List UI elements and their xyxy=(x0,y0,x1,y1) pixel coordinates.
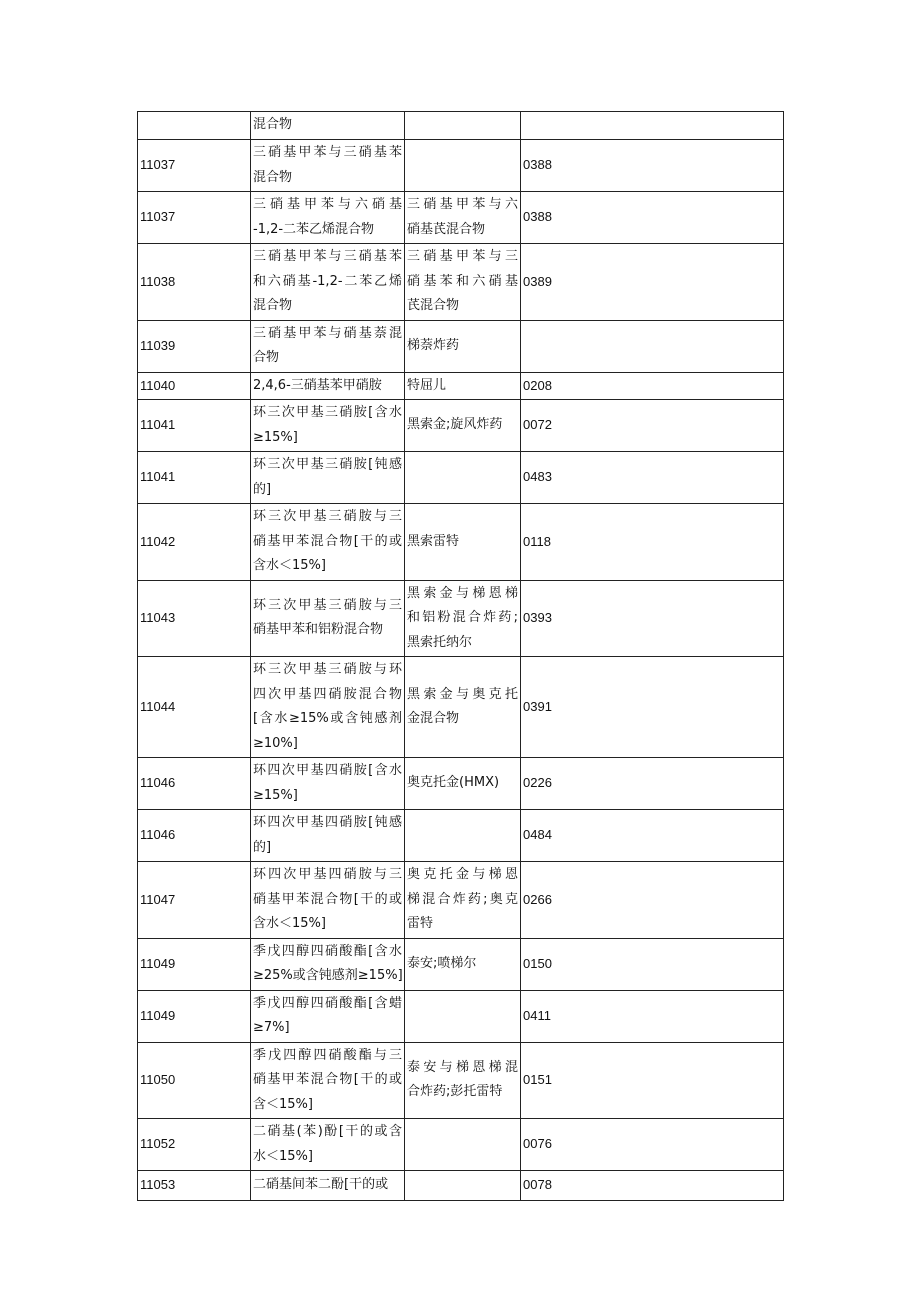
name-line: 三硝基甲苯与三硝基苯 xyxy=(253,249,402,264)
name-line: 环三次甲基三硝胺与三 xyxy=(253,597,402,613)
name-line: 含水＜15%] xyxy=(253,558,326,573)
code-cell: 0208 xyxy=(521,372,784,400)
alias-cell xyxy=(405,452,521,504)
alias-cell xyxy=(405,400,521,452)
alias-line: 和铝粉混合炸药; xyxy=(407,610,518,625)
name-line: 四次甲基四硝胺混合物 xyxy=(253,686,402,702)
un-number-cell: 11053 xyxy=(138,1171,251,1201)
alias-line: 梯萘炸药 xyxy=(407,337,460,353)
alias-line: 硝基苯和六硝基 xyxy=(407,273,518,289)
chemical-name-cell xyxy=(251,372,405,400)
code-cell: 0484 xyxy=(521,810,784,862)
alias-cell xyxy=(405,580,521,657)
alias-line: 泰安与梯恩梯混 xyxy=(407,1059,518,1075)
alias-line: 奥克托金(HMX) xyxy=(407,775,500,791)
un-number-cell: 11050 xyxy=(138,1042,251,1119)
alias-cell xyxy=(405,320,521,372)
name-line: 环四次甲基四硝胺[钝感 xyxy=(253,815,402,830)
name-line: [含水≥15%或含钝感剂 xyxy=(253,711,402,726)
un-number-cell: 11044 xyxy=(138,657,251,758)
name-line: 硝基甲苯和铝粉混合物 xyxy=(253,622,384,638)
alias-line: 雷特 xyxy=(407,916,434,931)
chemical-name-cell xyxy=(251,580,405,657)
name-line: 二硝基间苯二酚[干的或 xyxy=(253,1177,389,1193)
alias-line: 奥克托金与梯恩 xyxy=(407,867,518,882)
code-cell: 0226 xyxy=(521,758,784,810)
un-number-cell: 11041 xyxy=(138,452,251,504)
code-cell: 0391 xyxy=(521,657,784,758)
code-cell: 0389 xyxy=(521,244,784,321)
name-line: 环三次甲基三硝胺与三 xyxy=(253,509,402,524)
name-line: 的] xyxy=(253,481,272,497)
table-row xyxy=(138,452,784,504)
table-row xyxy=(138,400,784,452)
name-line: 三硝基甲苯与六硝基 xyxy=(253,197,402,212)
alias-line: 硝基芪混合物 xyxy=(407,221,486,237)
un-number-cell: 11042 xyxy=(138,504,251,581)
alias-line: 黑索金;旋风炸药 xyxy=(407,417,503,433)
name-line: 三硝基甲苯与硝基萘混 xyxy=(253,325,402,341)
name-line: 合物 xyxy=(253,350,280,365)
un-number-cell: 11052 xyxy=(138,1119,251,1171)
name-line: 混合物 xyxy=(253,117,293,133)
name-line: 2,4,6-三硝基苯甲硝胺 xyxy=(253,377,382,393)
chemical-name-cell xyxy=(251,112,405,140)
chemical-name-cell xyxy=(251,1119,405,1171)
table-body xyxy=(138,112,784,1201)
code-cell: 0411 xyxy=(521,990,784,1042)
alias-cell xyxy=(405,990,521,1042)
un-number-cell: 11039 xyxy=(138,320,251,372)
alias-cell xyxy=(405,657,521,758)
chemical-name-cell xyxy=(251,810,405,862)
un-number-cell: 11043 xyxy=(138,580,251,657)
alias-line: 泰安;喷梯尔 xyxy=(407,955,477,971)
alias-cell xyxy=(405,372,521,400)
chemical-name-cell xyxy=(251,938,405,990)
name-line: 环三次甲基三硝胺[含水 xyxy=(253,405,402,420)
name-line: -1,2-二苯乙烯混合物 xyxy=(253,221,375,237)
chemical-name-cell xyxy=(251,657,405,758)
name-line: 硝基甲苯混合物[干的或 xyxy=(253,891,402,907)
name-line: 的] xyxy=(253,839,272,855)
alias-line: 黑索托纳尔 xyxy=(407,634,473,650)
code-cell: 0151 xyxy=(521,1042,784,1119)
code-cell: 0388 xyxy=(521,140,784,192)
name-line: 混合物 xyxy=(253,169,293,185)
chemical-name-cell xyxy=(251,1042,405,1119)
un-number-cell: 11040 xyxy=(138,372,251,400)
name-line: ≥10%] xyxy=(253,735,298,751)
name-line: ≥15%] xyxy=(253,429,298,445)
table-row xyxy=(138,140,784,192)
table-row xyxy=(138,192,784,244)
chemical-name-cell xyxy=(251,504,405,581)
table-row xyxy=(138,320,784,372)
un-number-cell: 11046 xyxy=(138,810,251,862)
alias-cell xyxy=(405,244,521,321)
table-row xyxy=(138,372,784,400)
un-number-cell: 11047 xyxy=(138,862,251,939)
chemical-name-cell xyxy=(251,140,405,192)
code-cell: 0388 xyxy=(521,192,784,244)
alias-cell xyxy=(405,112,521,140)
code-cell: 0150 xyxy=(521,938,784,990)
un-number-cell: 11037 xyxy=(138,140,251,192)
table-row xyxy=(138,580,784,657)
chemical-name-cell xyxy=(251,862,405,939)
table-row xyxy=(138,112,784,140)
un-number-cell: 11049 xyxy=(138,938,251,990)
alias-cell xyxy=(405,1042,521,1119)
name-line: 含水＜15%] xyxy=(253,916,326,931)
code-cell: 0072 xyxy=(521,400,784,452)
name-line: 水＜15%] xyxy=(253,1148,313,1164)
alias-line: 特屈儿 xyxy=(407,377,447,393)
name-line: 三硝基甲苯与三硝基苯 xyxy=(253,145,402,160)
un-number-cell: 11037 xyxy=(138,192,251,244)
code-cell xyxy=(521,112,784,140)
table-row xyxy=(138,1119,784,1171)
code-cell: 0078 xyxy=(521,1171,784,1201)
code-cell: 0393 xyxy=(521,580,784,657)
alias-cell xyxy=(405,938,521,990)
name-line: 环四次甲基四硝胺[含水 xyxy=(253,763,402,778)
alias-cell xyxy=(405,810,521,862)
alias-cell xyxy=(405,192,521,244)
table-row xyxy=(138,938,784,990)
name-line: 硝基甲苯混合物[干的或 xyxy=(253,1072,402,1087)
code-cell xyxy=(521,320,784,372)
name-line: 环三次甲基三硝胺[钝感 xyxy=(253,457,402,472)
name-line: 季戊四醇四硝酸酯[含水 xyxy=(253,943,402,959)
un-number-cell: 11041 xyxy=(138,400,251,452)
name-line: 环三次甲基三硝胺与环 xyxy=(253,662,402,677)
un-number-cell: 11046 xyxy=(138,758,251,810)
table-row xyxy=(138,1042,784,1119)
alias-cell xyxy=(405,862,521,939)
name-line: 含＜15%] xyxy=(253,1096,313,1112)
table-row xyxy=(138,244,784,321)
alias-cell xyxy=(405,1119,521,1171)
chemical-name-cell xyxy=(251,244,405,321)
alias-line: 金混合物 xyxy=(407,711,460,726)
name-line: 季戊四醇四硝酸酯[含蜡 xyxy=(253,995,402,1011)
table-row xyxy=(138,862,784,939)
name-line: ≥7%] xyxy=(253,1020,290,1035)
chemical-name-cell xyxy=(251,758,405,810)
chemical-name-cell xyxy=(251,320,405,372)
table-row xyxy=(138,990,784,1042)
alias-line: 黑索金与奥克托 xyxy=(407,686,518,702)
alias-line: 三硝基甲苯与六 xyxy=(407,197,518,212)
un-number-cell xyxy=(138,112,251,140)
chemical-name-cell xyxy=(251,400,405,452)
alias-line: 芪混合物 xyxy=(407,298,460,313)
table-row xyxy=(138,504,784,581)
code-cell: 0076 xyxy=(521,1119,784,1171)
table-row xyxy=(138,810,784,862)
alias-line: 三硝基甲苯与三 xyxy=(407,249,518,264)
alias-line: 梯混合炸药;奥克 xyxy=(407,891,518,907)
chemical-name-cell xyxy=(251,192,405,244)
code-cell: 0266 xyxy=(521,862,784,939)
name-line: 和六硝基-1,2-二苯乙烯 xyxy=(253,273,402,289)
name-line: 硝基甲苯混合物[干的或 xyxy=(253,533,402,549)
name-line: ≥25%或含钝感剂≥15%] xyxy=(253,968,403,983)
name-line: 环四次甲基四硝胺与三 xyxy=(253,867,402,882)
code-cell: 0118 xyxy=(521,504,784,581)
name-line: 季戊四醇四硝酸酯与三 xyxy=(253,1047,402,1063)
alias-cell xyxy=(405,758,521,810)
document-table xyxy=(137,111,784,1201)
un-number-cell: 11049 xyxy=(138,990,251,1042)
alias-line: 黑索金与梯恩梯 xyxy=(407,585,518,601)
alias-line: 合炸药;彭托雷特 xyxy=(407,1084,503,1100)
alias-cell xyxy=(405,140,521,192)
chemical-name-cell xyxy=(251,990,405,1042)
name-line: ≥15%] xyxy=(253,787,298,803)
table-row xyxy=(138,758,784,810)
code-cell: 0483 xyxy=(521,452,784,504)
alias-cell xyxy=(405,504,521,581)
table-row xyxy=(138,657,784,758)
name-line: 二硝基(苯)酚[干的或含 xyxy=(253,1124,402,1139)
alias-line: 黑索雷特 xyxy=(407,533,460,549)
name-line: 混合物 xyxy=(253,298,293,313)
chemical-name-cell xyxy=(251,452,405,504)
alias-cell xyxy=(405,1171,521,1201)
chemical-name-cell xyxy=(251,1171,405,1201)
un-number-cell: 11038 xyxy=(138,244,251,321)
table-row xyxy=(138,1171,784,1201)
